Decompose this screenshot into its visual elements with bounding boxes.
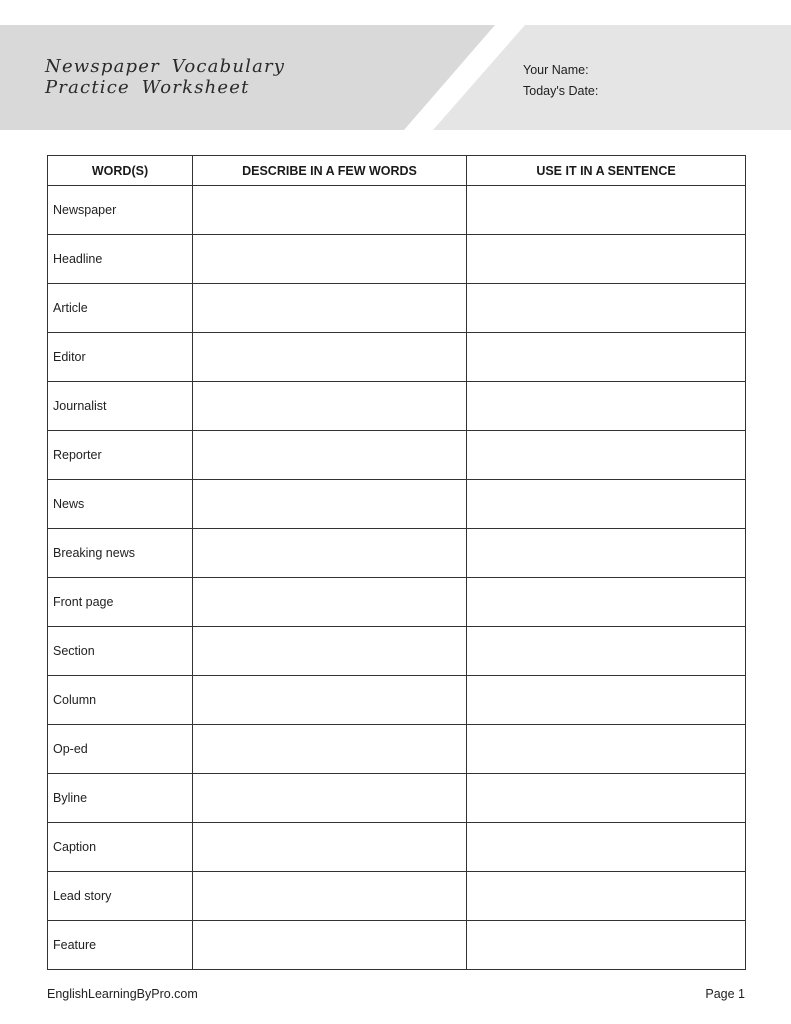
todays-date-label: Today's Date: bbox=[523, 84, 599, 98]
describe-cell[interactable] bbox=[193, 382, 467, 431]
word-cell: Caption bbox=[48, 823, 193, 872]
word-cell: Headline bbox=[48, 235, 193, 284]
sentence-cell[interactable] bbox=[467, 823, 746, 872]
table-row bbox=[48, 676, 746, 725]
column-header-words: WORD(S) bbox=[48, 156, 193, 186]
vocabulary-table bbox=[47, 155, 746, 970]
title-line-2: Practice Worksheet bbox=[45, 77, 250, 98]
table-header-row bbox=[48, 156, 746, 186]
word-cell: Article bbox=[48, 284, 193, 333]
table-row bbox=[48, 431, 746, 480]
describe-cell[interactable] bbox=[193, 921, 467, 970]
sentence-cell[interactable] bbox=[467, 578, 746, 627]
word-cell: Op-ed bbox=[48, 725, 193, 774]
word-cell: Front page bbox=[48, 578, 193, 627]
table-row bbox=[48, 382, 746, 431]
table-row bbox=[48, 725, 746, 774]
column-header-describe: DESCRIBE IN A FEW WORDS bbox=[193, 156, 467, 186]
table-row bbox=[48, 529, 746, 578]
sentence-cell[interactable] bbox=[467, 480, 746, 529]
column-header-sentence: USE IT IN A SENTENCE bbox=[467, 156, 746, 186]
describe-cell[interactable] bbox=[193, 627, 467, 676]
describe-cell[interactable] bbox=[193, 431, 467, 480]
table-row bbox=[48, 823, 746, 872]
table-row bbox=[48, 774, 746, 823]
page-number: Page 1 bbox=[705, 987, 745, 1001]
sentence-cell[interactable] bbox=[467, 921, 746, 970]
describe-cell[interactable] bbox=[193, 186, 467, 235]
header-right-panel bbox=[433, 25, 791, 130]
table-row bbox=[48, 578, 746, 627]
describe-cell[interactable] bbox=[193, 774, 467, 823]
word-cell: Editor bbox=[48, 333, 193, 382]
table-row bbox=[48, 186, 746, 235]
describe-cell[interactable] bbox=[193, 823, 467, 872]
word-cell: Feature bbox=[48, 921, 193, 970]
sentence-cell[interactable] bbox=[467, 676, 746, 725]
worksheet-title bbox=[45, 56, 285, 98]
sentence-cell[interactable] bbox=[467, 382, 746, 431]
word-cell: Reporter bbox=[48, 431, 193, 480]
sentence-cell[interactable] bbox=[467, 235, 746, 284]
sentence-cell[interactable] bbox=[467, 186, 746, 235]
describe-cell[interactable] bbox=[193, 725, 467, 774]
table-row bbox=[48, 921, 746, 970]
table-row bbox=[48, 333, 746, 382]
table-row bbox=[48, 480, 746, 529]
sentence-cell[interactable] bbox=[467, 725, 746, 774]
sentence-cell[interactable] bbox=[467, 627, 746, 676]
word-cell: Journalist bbox=[48, 382, 193, 431]
describe-cell[interactable] bbox=[193, 872, 467, 921]
table-body bbox=[48, 186, 746, 970]
table-row bbox=[48, 627, 746, 676]
your-name-label: Your Name: bbox=[523, 63, 589, 77]
describe-cell[interactable] bbox=[193, 284, 467, 333]
word-cell: Section bbox=[48, 627, 193, 676]
sentence-cell[interactable] bbox=[467, 284, 746, 333]
sentence-cell[interactable] bbox=[467, 333, 746, 382]
table-row bbox=[48, 235, 746, 284]
footer-site: EnglishLearningByPro.com bbox=[47, 987, 198, 1001]
student-info bbox=[523, 60, 598, 102]
word-cell: Breaking news bbox=[48, 529, 193, 578]
sentence-cell[interactable] bbox=[467, 431, 746, 480]
describe-cell[interactable] bbox=[193, 578, 467, 627]
table-row bbox=[48, 284, 746, 333]
table-row bbox=[48, 872, 746, 921]
word-cell: News bbox=[48, 480, 193, 529]
describe-cell[interactable] bbox=[193, 333, 467, 382]
word-cell: Lead story bbox=[48, 872, 193, 921]
describe-cell[interactable] bbox=[193, 480, 467, 529]
sentence-cell[interactable] bbox=[467, 872, 746, 921]
describe-cell[interactable] bbox=[193, 235, 467, 284]
sentence-cell[interactable] bbox=[467, 529, 746, 578]
word-cell: Byline bbox=[48, 774, 193, 823]
word-cell: Column bbox=[48, 676, 193, 725]
sentence-cell[interactable] bbox=[467, 774, 746, 823]
describe-cell[interactable] bbox=[193, 676, 467, 725]
describe-cell[interactable] bbox=[193, 529, 467, 578]
word-cell: Newspaper bbox=[48, 186, 193, 235]
title-line-1: Newspaper Vocabulary bbox=[45, 56, 286, 77]
